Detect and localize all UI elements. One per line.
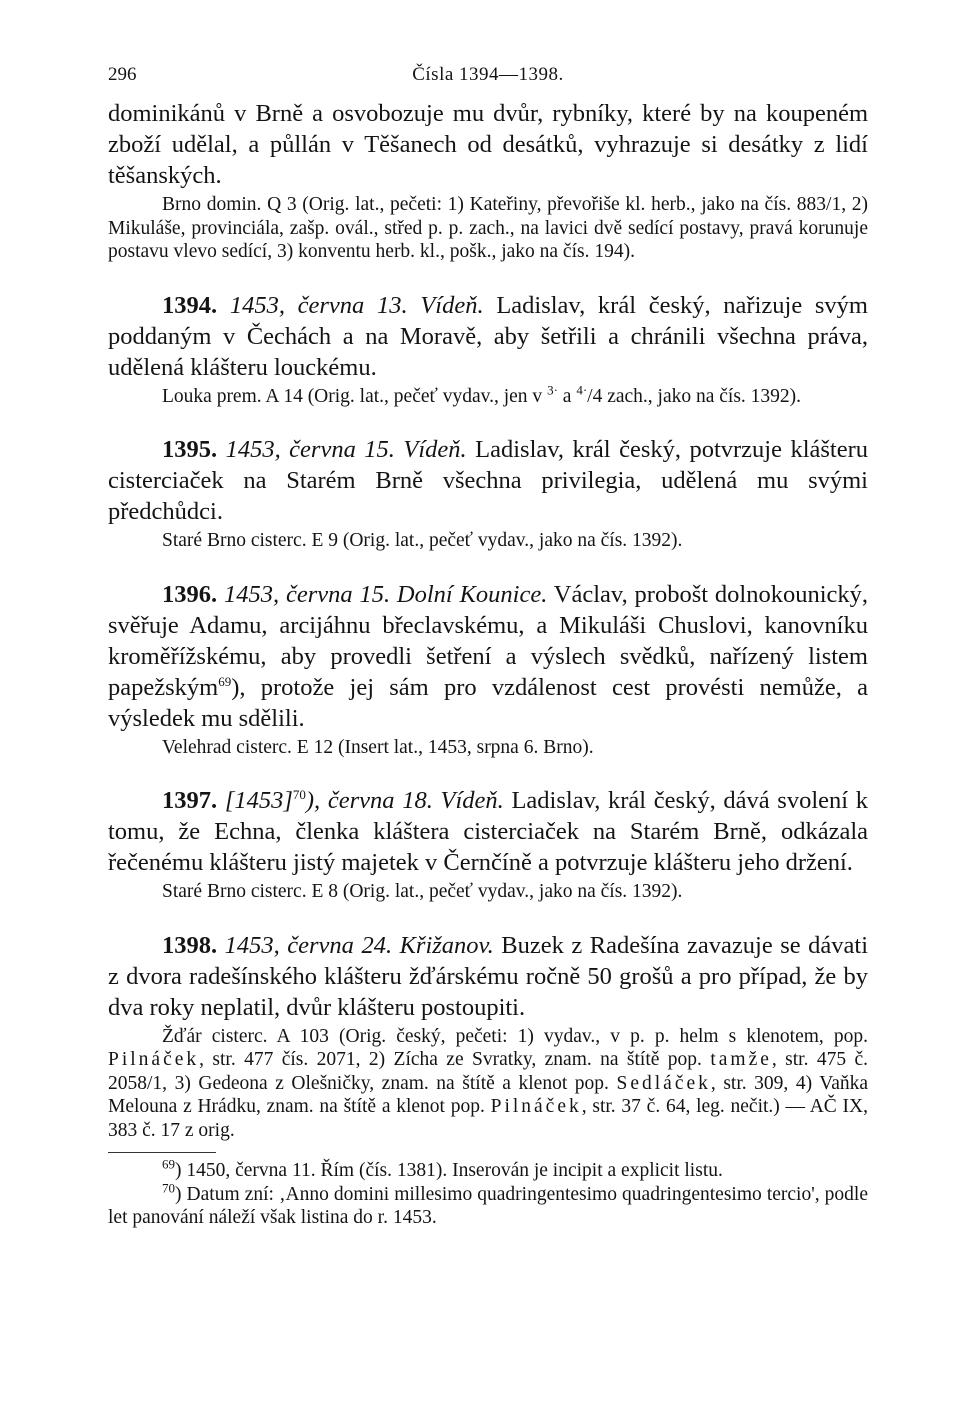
source-part: Louka prem. A 14 (Orig. lat., pečeť vydav., jen v [162, 385, 543, 407]
footnote-70 [108, 1180, 868, 1230]
entry-regest: Buzek z Radešína zavazuje se dávati z dvora radešínského klášteru žďárskému ročně 50 grošů a pro případ, že by dva roky neplatil, dvůr klášteru postoupiti. [108, 931, 869, 1021]
entry-number: 1395. [162, 436, 218, 463]
entry-regest-end: ), protože jej sám pro vzdálenost cest provésti nemůže, a výsledek mu sdělili. [108, 673, 868, 732]
entry-1394 [108, 290, 868, 409]
entry-1395 [108, 434, 868, 553]
superscript: 3· [547, 382, 558, 397]
page-number: 296 [108, 64, 137, 85]
footnote-divider [108, 1152, 216, 1153]
entry-1398 [108, 930, 868, 1143]
entry-date: ), června 18. Vídeň. [305, 787, 504, 814]
entry-source [108, 382, 868, 409]
entry-date-bracket: [1453] [224, 787, 293, 814]
entry-number: 1394. [162, 291, 218, 319]
entry-regest: Ladislav, král český, dává svolení k tomu, že Echna, členka kláštera cisterciaček na Starém Brně, odkázala řečenému klášteru jistý majetek v Černčíně a potvrzuje klášteru jeho držení. [108, 787, 869, 876]
running-head: Čísla 1394—1398. [412, 64, 564, 85]
entry-text [108, 785, 868, 878]
source-part: Žďár cisterc. A 103 (Orig. český, pečeti: 1) vydav., v p. p. helm s klenotem, pop. [162, 1025, 868, 1047]
entry-1397 [108, 785, 868, 904]
source-part: a [562, 385, 572, 407]
footnote-ref: 69 [218, 673, 232, 689]
spaced-author: Sedláček [616, 1072, 711, 1094]
intro-text: dominikánů v Brně a osvobozuje mu dvůr, rybníky, které by na koupeném zboží udělal, a půllán v Těšanech od desátků, vyhrazuje si desátky z lidí těšanských. [108, 100, 868, 189]
entry-number: 1397. [162, 787, 218, 814]
footnote-text: ) 1450, června 11. Řím (čís. 1381). Inserován je incipit a explicit listu. [175, 1160, 723, 1181]
entry-date: 1453, června 13. Vídeň. [229, 291, 484, 319]
spaced-author: Pilnáček [108, 1049, 200, 1070]
entry-text [108, 579, 868, 734]
source-part: , str. 309, 4) Vaňka Melouna z Hrádku, znam. na štítě a klenot pop. [108, 1072, 869, 1117]
source-part: , str. 37 č. 64, leg. nečit.) — AČ IX, 383 č. 17 z orig. [108, 1096, 868, 1141]
source-part: , str. 477 čís. 2071, 2) Zícha ze Svratky, znam. na štítě pop. [199, 1049, 702, 1070]
intro-source: Brno domin. Q 3 (Orig. lat., pečeti: 1) Kateřiny, převořiše kl. herb., jako na čís. 883/1, 2) Mikuláše, provinciála, zašp. ovál., střed p. p. zach., na lavici dvě sedící postavy, pravá korunuje postavu vlevo sedící, 3) konventu herb. kl., pošk., jako na čís. 194). [108, 194, 868, 262]
entry-text [108, 290, 868, 383]
footnote-mark: 70 [162, 1180, 175, 1195]
entry-source: Staré Brno cisterc. E 8 (Orig. lat., pečeť vydav., jako na čís. 1392). [162, 881, 683, 902]
entry-1396 [108, 579, 868, 760]
entry-number: 1396. [162, 580, 218, 608]
footnote-69 [108, 1156, 868, 1183]
entry-source [108, 1025, 868, 1143]
spaced-author: Pilnáček [490, 1096, 582, 1117]
entry-source: Staré Brno cisterc. E 9 (Orig. lat., pečeť vydav., jako na čís. 1392). [162, 530, 683, 551]
entry-date: 1453, června 15. Vídeň. [225, 436, 467, 463]
source-part: /4 zach., jako na čís. 1392). [587, 385, 802, 407]
source-part: , str. 475 č. 2058/1, 3) Gedeona z Olešničky, znam. na štítě a klenot pop. [108, 1049, 868, 1094]
entry-regest: Václav, probošt dolnokounický, svěřuje Adamu, arcijáhnu břeclavskému, a Mikuláši Chuslovi, kanovníku kroměřížskému, aby provedli šetření a výslech svědků, nařízený listem papežským [108, 580, 868, 701]
footnotes [108, 1156, 868, 1230]
entry-text [108, 930, 868, 1023]
footnote-text: ) Datum zní: ‚Anno domini millesimo quadringentesimo quadringentesimo tercio', podle let panování náleží však listina do r. 1453. [108, 1183, 868, 1228]
entry-date: 1453, června 15. Dolní Kounice. [223, 580, 548, 608]
spaced-author: tamže [710, 1049, 772, 1070]
page-header [108, 64, 868, 98]
footnote-mark: 69 [162, 1156, 175, 1172]
entry-date: 1453, června 24. Křižanov. [224, 931, 494, 959]
entry-regest: Ladislav, král český, nařizuje svým poddaným v Čechách a na Moravě, aby šetřili a chránili všechna práva, udělená klášteru louckému. [108, 291, 868, 381]
entry-regest: Ladislav, král český, potvrzuje klášteru cisterciaček na Starém Brně všechna privilegia, udělená mu svými předchůdci. [108, 436, 868, 525]
entry-source: Velehrad cisterc. E 12 (Insert lat., 1453, srpna 6. Brno). [162, 736, 594, 758]
entry-text [108, 434, 868, 527]
entry-number: 1398. [162, 931, 218, 959]
footnote-ref: 70 [292, 786, 306, 802]
superscript: 4· [576, 382, 588, 397]
